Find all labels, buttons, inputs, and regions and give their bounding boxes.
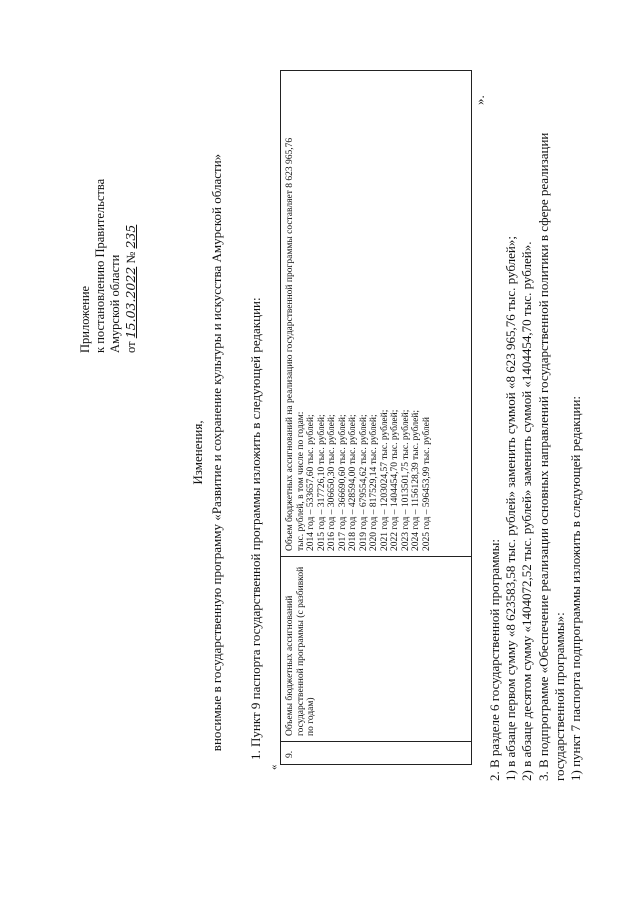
- table-cell-content: [285, 138, 432, 551]
- body-line: 2) в абзаце десятом сумму «1404072,52 тыс. рублей» заменить суммой «1404454,70 тыс. рублей».: [519, 241, 535, 781]
- number-prefix: №: [124, 251, 138, 264]
- body-paragraphs: [487, 133, 584, 781]
- content-line: 2016 год – 306650,30 тыс. рублей;: [327, 414, 337, 551]
- body-line: 2. В разделе 6 государственной программы:: [487, 539, 502, 781]
- item-1-text: 1. Пункт 9 паспорта государственной программы изложить в следующей редакции:: [248, 297, 263, 760]
- date-prefix: от: [124, 341, 138, 353]
- content-line: 2014 год – 533657,60 тыс. рублей;: [306, 414, 316, 551]
- table-cell-number: 9.: [285, 750, 295, 758]
- content-line: тыс. рублей, в том числе по годам:: [295, 411, 306, 551]
- content-line: 2025 год – 596453,99 тыс. рублей: [421, 417, 432, 551]
- table-cell-label: Объемы бюджетных ассигнований государственной программы (с разбивкой по годам): [285, 566, 316, 736]
- opening-quote: «: [268, 764, 280, 770]
- content-line: 2021 год – 1203024,57 тыс. рублей;: [379, 409, 390, 551]
- content-line: 2024 год – 1156128,39 тыс. рублей;: [411, 409, 421, 551]
- appendix-line-1: Приложение: [78, 285, 92, 353]
- appendix-header: [78, 179, 139, 353]
- body-line: 1) пункт 7 паспорта подпрограммы изложить в следующей редакции:: [568, 395, 584, 781]
- appendix-date-line: [123, 179, 139, 353]
- closing-quote: ».: [472, 95, 487, 105]
- content-line: 2017 год – 366690,60 тыс. рублей;: [337, 414, 348, 551]
- document-subtitle: вносимые в государственную программу «Развитие и сохранение культуры и искусства Амурской области»: [209, 153, 224, 752]
- content-line: 2018 год – 428594,00 тыс. рублей;: [348, 414, 358, 551]
- appendix-line-3: Амурской области: [108, 254, 122, 353]
- content-line: 2022 год – 1404454,70 тыс. рублей;: [390, 409, 400, 551]
- passport-table: [280, 70, 472, 765]
- table-divider: [281, 556, 471, 557]
- handwritten-date: 15.03.2022: [123, 266, 138, 339]
- table-divider: [281, 741, 471, 742]
- body-line: государственной программы»:: [551, 612, 567, 781]
- body-line: 1) в абзаце первом сумму «8 623583,58 тыс. рублей» заменить суммой «8 623 965,76 тыс. рублей»;: [503, 236, 519, 781]
- content-line: 2015 год – 317726,10 тыс. рублей;: [316, 414, 327, 551]
- content-line: 2020 год – 817529,14 тыс. рублей;: [369, 414, 379, 551]
- content-line: 2023 год – 1013501,75 тыс. рублей;: [400, 409, 411, 551]
- handwritten-number: 235: [123, 224, 138, 249]
- appendix-line-2: к постановлению Правительства: [93, 178, 107, 353]
- content-line: 2019 год – 679554,62 тыс. рублей;: [358, 414, 369, 551]
- content-line: Объем бюджетных ассигнований на реализацию государственной программы составляет 8 623 965,76: [285, 137, 295, 551]
- document-title: Изменения,: [190, 420, 205, 485]
- body-line: 3. В подпрограмме «Обеспечение реализации основных направлений государственной политики в сфере реализации: [535, 132, 551, 781]
